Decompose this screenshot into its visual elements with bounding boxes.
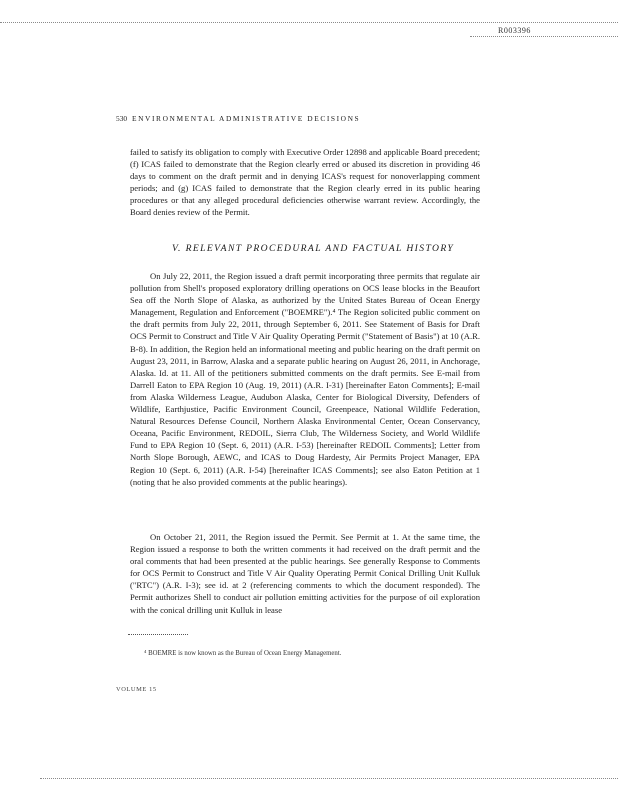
- section-heading: V. RELEVANT PROCEDURAL AND FACTUAL HISTORY: [172, 243, 455, 254]
- top-scan-line-2: [470, 36, 618, 37]
- page-number: 530: [116, 114, 128, 123]
- paragraph-conclusion: failed to satisfy its obligation to comply with Executive Order 12898 and applicable Board precedent; (f) ICAS failed to demonstrate that the Region clearly erred or abused its discretion in providing 46 days to comment on the draft permit and in denying ICAS's request for nonoverlapping comment periods; and (g) ICAS failed to demonstrate that the Region clearly erred in its public hearing procedures or that any alleged procedural deficiencies otherwise warrant review. Accordingly, the Board denies review of the Permit.: [130, 147, 480, 218]
- bottom-scan-line: [40, 778, 618, 779]
- paragraph-permit-issuance: On October 21, 2011, the Region issued the Permit. See Permit at 1. At the same time, the Region issued a response to both the written comments it had received on the draft permit and the oral comments that had been presented at the public hearings. See generally Response to Comments for OCS Permit to Construct and Title V Air Quality Operating Permit Conical Drilling Unit Kulluk ("RTC") (A.R. I-3); see id. at 2 (referencing comments to which the document responded). The Permit authorizes Shell to conduct air pollution emitting activities for the purpose of oil exploration with the conical drilling unit Kulluk in lease: [130, 532, 480, 615]
- top-scan-line: [0, 22, 618, 23]
- volume-label: VOLUME 15: [116, 686, 157, 693]
- footnote-rule: [128, 634, 188, 635]
- running-head: ENVIRONMENTAL ADMINISTRATIVE DECISIONS: [132, 114, 361, 123]
- paragraph-procedural-history: On July 22, 2011, the Region issued a draft permit incorporating three permits that regulate air pollution from Shell's proposed exploratory drilling operations on OCS lease blocks in the Beaufort Sea off the North Slope of Alaska, as authorized by the United States Bureau of Ocean Energy Management, Regulation and Enforcement ("BOEMRE").⁴ The Region solicited public comment on the draft permits from July 22, 2011, through September 6, 2011. See Statement of Basis for Draft OCS Permit to Construct and Title V Air Quality Operating Permit ("Statement of Basis") at 10 (A.R. B-8). In addition, the Region held an informational meeting and public hearing on the draft permit on August 23, 2011, in Barrow, Alaska and a separate public hearing on August 26, 2011, in Anchorage, Alaska. Id. at 11. All of the petitioners submitted comments on the draft permits. See E-mail from Darrell Eaton to EPA Region 10 (Aug. 19, 2011) (A.R. I-31) [hereinafter Eaton Comments]; E-mail from Alaska Wilderness League, Audubon Alaska, Center for Biological Diversity, Defenders of Wildlife, Earthjustice, Pacific Environment Council, Greenpeace, National Wildlife Federation, Natural Resources Defense Council, Northern Alaska Environmental Center, Ocean Conservancy, Oceana, Pacific Environment, REDOIL, Sierra Club, The Wilderness Society, and World Wildlife Fund to EPA Region 10 (Sept. 6, 2011) (A.R. I-53) [hereinafter REDOIL Comments]; Letter from North Slope Borough, AEWC, and ICAS to Doug Hardesty, Air Permits Project Manager, EPA Region 10 (Sept. 6, 2011) (A.R. I-54) [hereinafter ICAS Comments]; see also Eaton Petition at 1 (noting that he also provided comments at the public hearings).: [130, 271, 480, 487]
- document-id: R003396: [498, 26, 531, 35]
- footnote-4: ⁴ BOEMRE is now known as the Bureau of Ocean Energy Management.: [144, 650, 342, 657]
